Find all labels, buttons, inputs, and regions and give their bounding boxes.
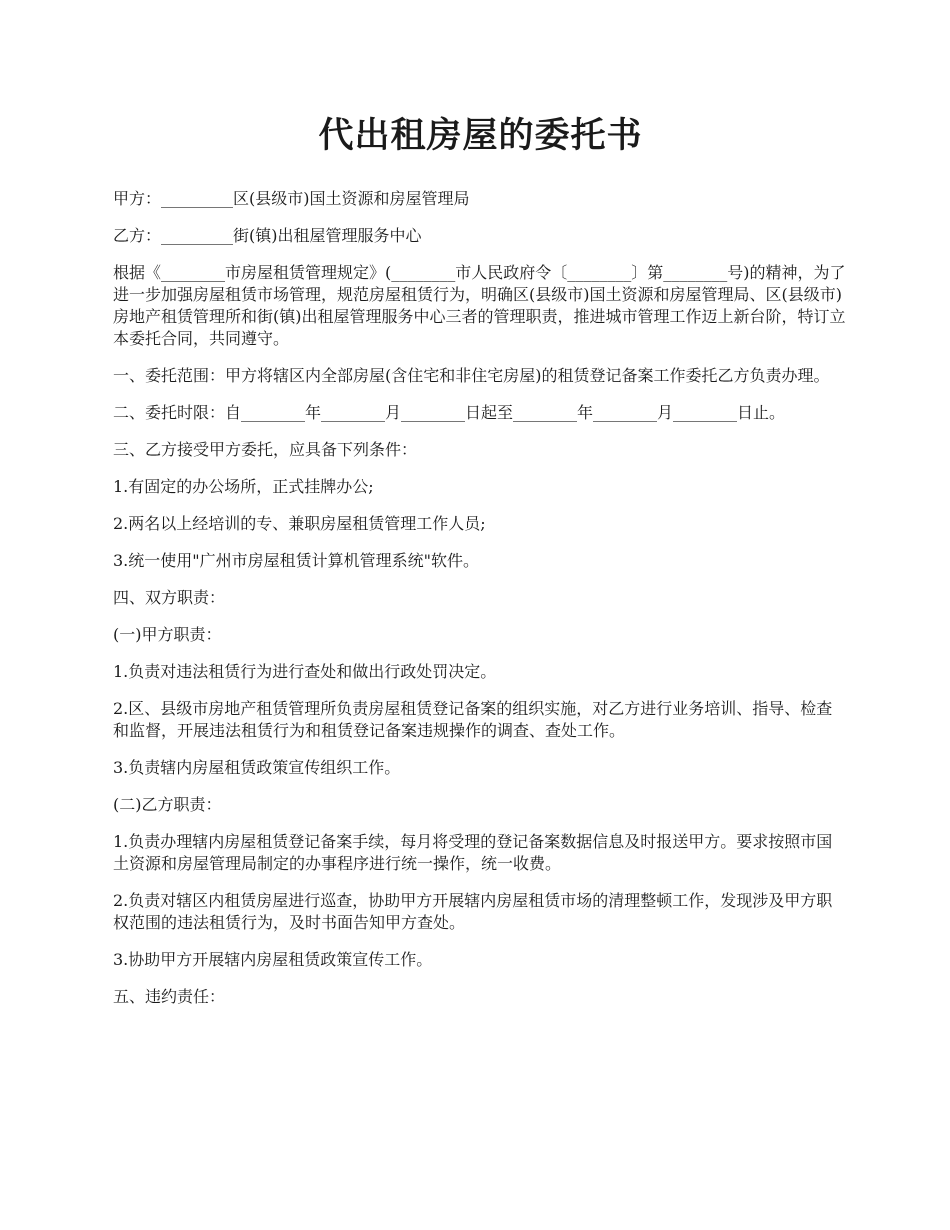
party-a-duty-1: 1.负责对违法租赁行为进行查处和做出行政处罚决定。 xyxy=(113,662,497,681)
party-b-duty-3: 3.协助甲方开展辖内房屋租赁政策宣传工作。 xyxy=(113,950,433,969)
clause-term: 二、委托时限：自________年________月________日起至________年________月________日止。 xyxy=(113,403,786,422)
party-b-duty-1: 1.负责办理辖内房屋租赁登记备案手续，每月将受理的登记备案数据信息及时报送甲方。要求按照市国土资源和房屋管理局制定的办事程序进行统一操作，统一收费。 xyxy=(113,832,833,873)
party-b-duty-2: 2.负责对辖区内租赁房屋进行巡查，协助甲方开展辖内房屋租赁市场的清理整顿工作，发现涉及甲方职权范围的违法租赁行为，及时书面告知甲方查处。 xyxy=(113,891,833,932)
preamble-paragraph: 根据《________市房屋租赁管理规定》(________市人民政府令〔________〕第________号)的精神，为了进一步加强房屋租赁市场管理，规范房屋租赁行为，明确区(县级市)国土资源和房屋管理局、区(县级市)房地产租赁管理所和街(镇)出租屋管理服务中心三者的管理职责，推进城市管理工作迈上新台阶，特订立本委托合同，共同遵守。 xyxy=(113,263,846,348)
party-b-duties-heading: (二)乙方职责： xyxy=(113,795,222,814)
document-page xyxy=(113,110,848,1023)
party-a-line: 甲方：_________区(县级市)国土资源和房屋管理局 xyxy=(113,189,470,208)
party-a-duty-3: 3.负责辖内房屋租赁政策宣传组织工作。 xyxy=(113,758,401,777)
condition-item-1: 1.有固定的办公场所，正式挂牌办公; xyxy=(113,477,374,496)
clause-liability-heading: 五、违约责任： xyxy=(113,987,226,1006)
party-b-line: 乙方：_________街(镇)出租屋管理服务中心 xyxy=(113,226,422,245)
clause-scope: 一、委托范围：甲方将辖区内全部房屋(含住宅和非住宅房屋)的租赁登记备案工作委托乙方负责办理。 xyxy=(113,366,830,385)
clause-duties-heading: 四、双方职责： xyxy=(113,588,226,607)
condition-item-3: 3.统一使用"广州市房屋租赁计算机管理系统"软件。 xyxy=(113,551,479,570)
condition-item-2: 2.两名以上经培训的专、兼职房屋租赁管理工作人员; xyxy=(113,514,486,533)
party-a-duty-2: 2.区、县级市房地产租赁管理所负责房屋租赁登记备案的组织实施，对乙方进行业务培训、指导、检查和监督，开展违法租赁行为和租赁登记备案违规操作的调查、查处工作。 xyxy=(113,699,833,740)
party-a-duties-heading: (一)甲方职责： xyxy=(113,625,222,644)
document-title: 代出租房屋的委托书 xyxy=(318,115,643,156)
clause-conditions-heading: 三、乙方接受甲方委托，应具备下列条件： xyxy=(113,440,418,459)
